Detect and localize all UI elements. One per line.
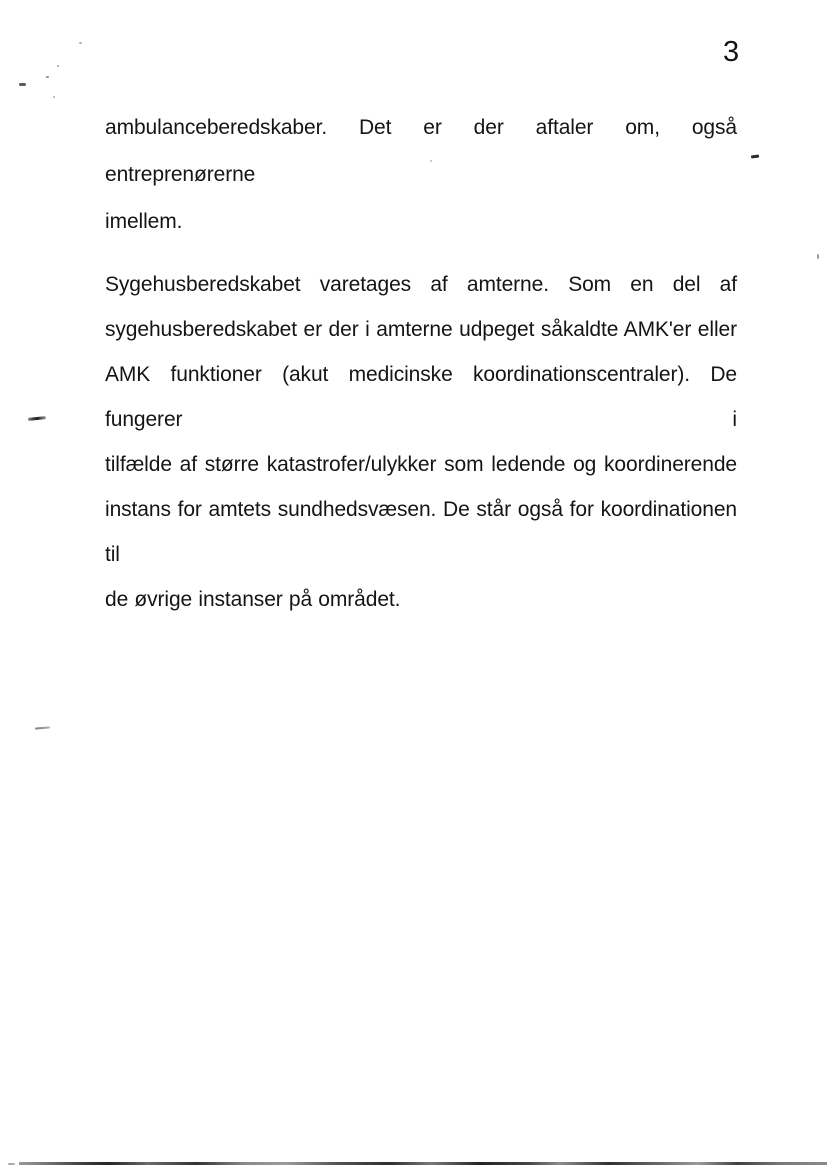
margin-dash-mark [28, 416, 46, 421]
text-line: instans for amtets sundhedsvæsen. De står også for koordinationen til [105, 498, 737, 566]
text-line: imellem. [105, 210, 183, 233]
scan-speck [19, 83, 26, 86]
scan-speck [430, 160, 432, 162]
text-line: tilfælde af større katastrofer/ulykker som ledende og koordinerende [105, 453, 737, 476]
text-line: ambulanceberedskaber. Det er der aftaler om, også entreprenørerne [105, 116, 737, 186]
scan-speck [817, 254, 819, 259]
bottom-scan-edge-artifact [19, 1162, 827, 1165]
margin-dash-mark [35, 726, 50, 729]
text-line: de øvrige instanser på området. [105, 588, 401, 611]
body-text [105, 104, 737, 622]
paragraph-1 [105, 104, 737, 245]
margin-dash-mark [751, 155, 759, 159]
scan-speck [57, 65, 59, 67]
scan-speck [8, 1163, 15, 1165]
paragraph-2 [105, 262, 737, 622]
page-number: 3 [723, 36, 740, 68]
scan-speck [79, 42, 82, 44]
text-line: sygehusberedskabet er der i amterne udpeget såkaldte AMK'er eller [105, 318, 737, 341]
scan-speck [46, 76, 49, 78]
text-line: Sygehusberedskabet varetages af amterne. Som en del af [105, 273, 737, 296]
scan-speck [53, 96, 55, 98]
text-line: AMK funktioner (akut medicinske koordinationscentraler). De fungerer i [105, 363, 737, 431]
